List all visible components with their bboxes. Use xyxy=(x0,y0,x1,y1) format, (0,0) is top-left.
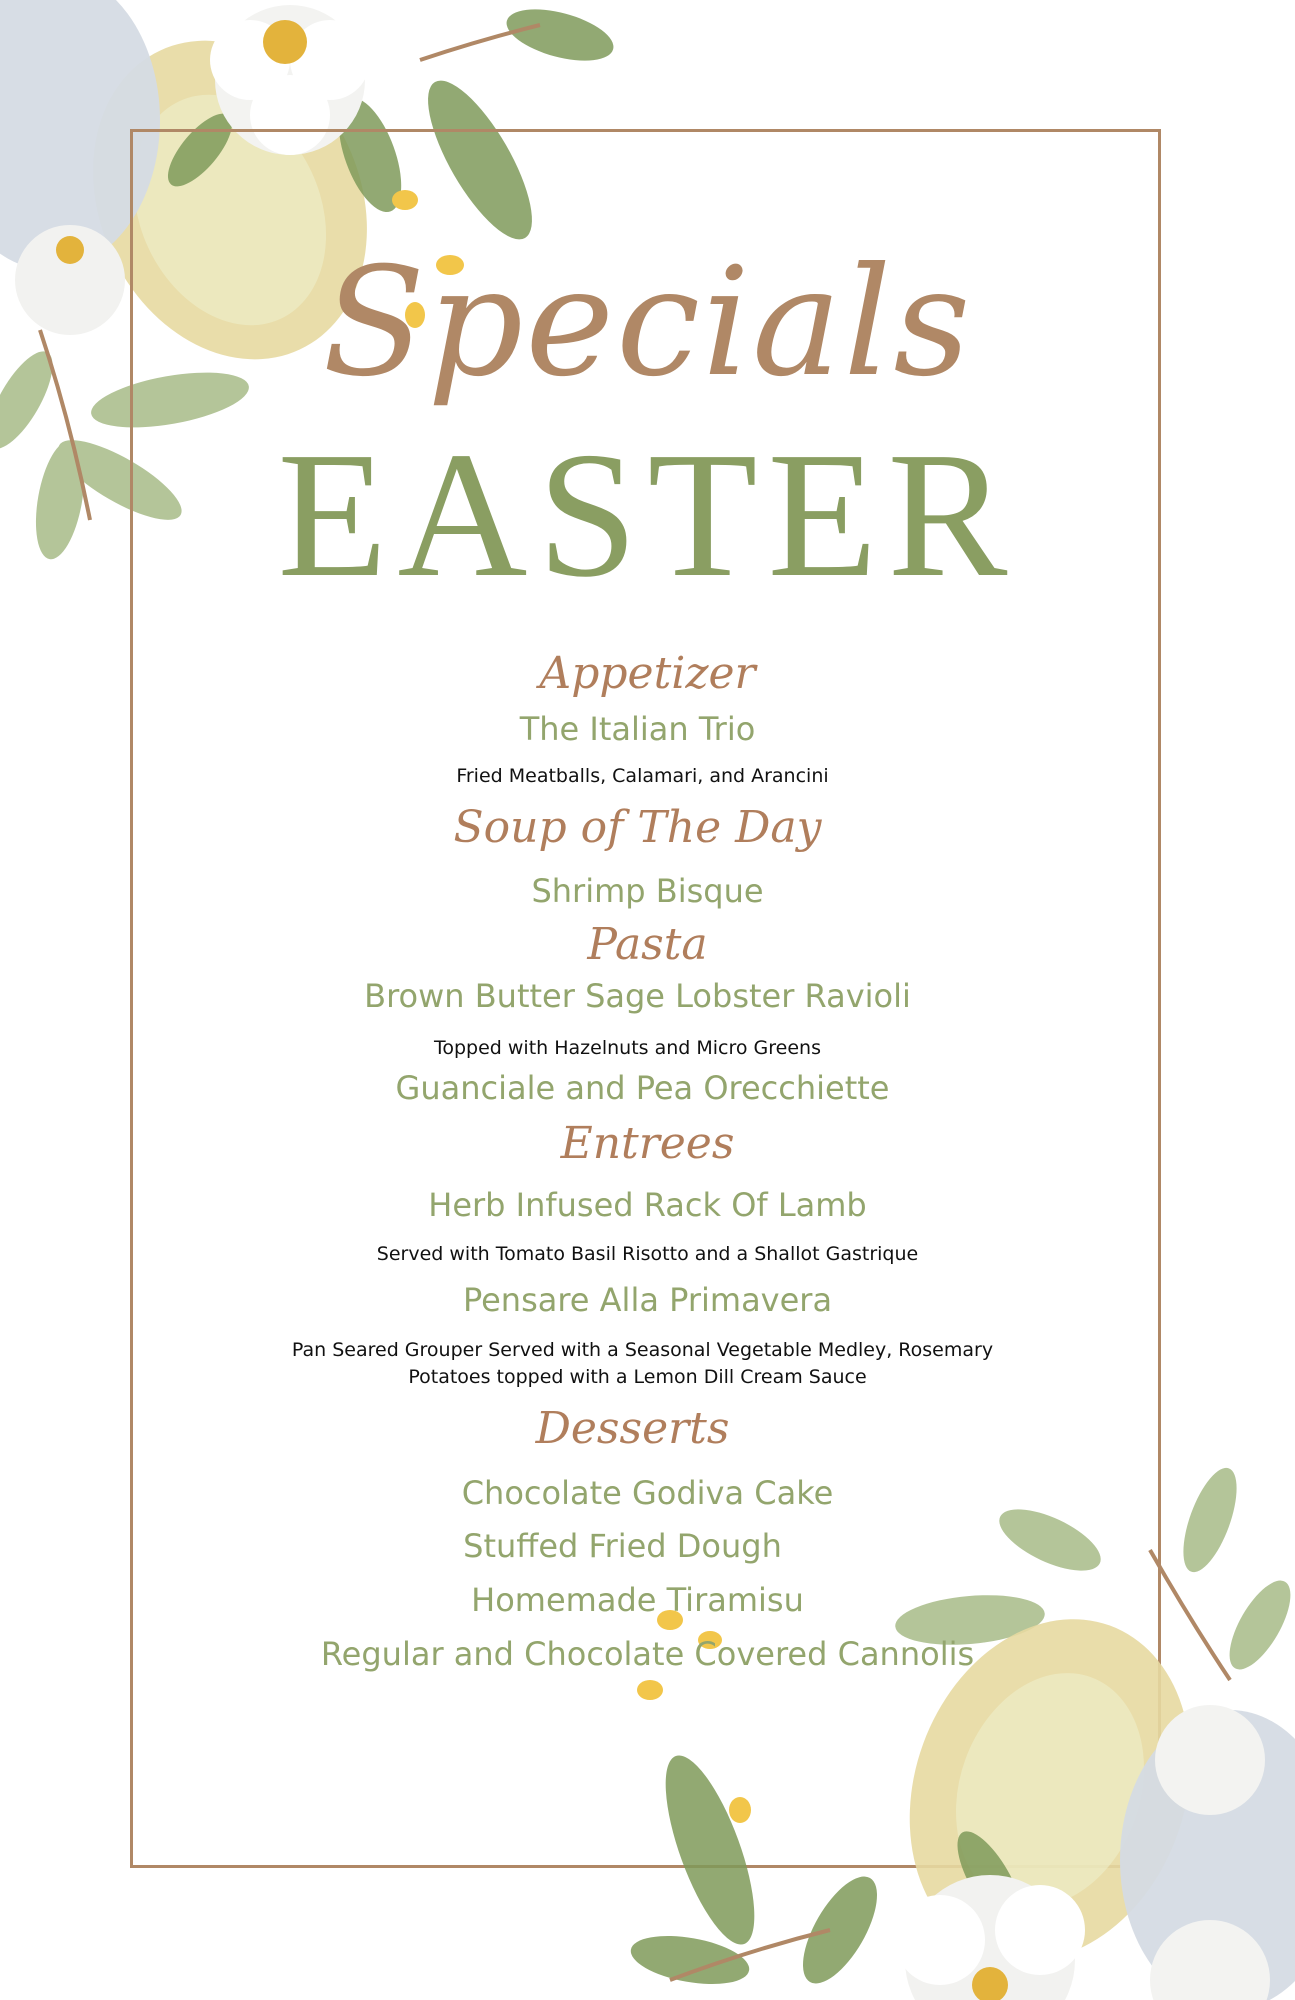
dessert-item: Regular and Chocolate Covered Cannolis xyxy=(320,1635,975,1673)
section-heading-appetizer: Appetizer xyxy=(539,648,756,699)
title-specials: Specials xyxy=(322,236,973,410)
dessert-item: Stuffed Fried Dough xyxy=(463,1527,782,1565)
section-heading-entrees: Entrees xyxy=(560,1118,735,1169)
dish-description-line-2: Potatoes topped with a Lemon Dill Cream Sauce xyxy=(408,1366,867,1388)
section-heading-pasta: Pasta xyxy=(587,919,708,970)
dessert-item: Chocolate Godiva Cake xyxy=(461,1474,834,1512)
dish-description: Fried Meatballs, Calamari, and Arancini xyxy=(456,765,829,787)
dish-lobster-ravioli: Brown Butter Sage Lobster Ravioli xyxy=(364,977,911,1015)
dish-pensare-alla-primavera: Pensare Alla Primavera xyxy=(462,1281,833,1319)
dish-description: Topped with Hazelnuts and Micro Greens xyxy=(433,1037,821,1059)
dessert-item: Homemade Tiramisu xyxy=(471,1581,804,1619)
dish-description: Served with Tomato Basil Risotto and a Shallot Gastrique xyxy=(376,1243,919,1265)
dish-italian-trio: The Italian Trio xyxy=(519,710,756,748)
dish-description-line-1: Pan Seared Grouper Served with a Seasonal Vegetable Medley, Rosemary xyxy=(291,1339,994,1361)
dish-shrimp-bisque: Shrimp Bisque xyxy=(531,872,764,910)
title-easter: EASTER xyxy=(277,415,1018,614)
dish-rack-of-lamb: Herb Infused Rack Of Lamb xyxy=(428,1186,867,1224)
section-heading-desserts: Desserts xyxy=(535,1403,730,1454)
dish-orecchiette: Guanciale and Pea Orecchiette xyxy=(395,1069,890,1107)
section-heading-soup: Soup of The Day xyxy=(453,802,822,853)
